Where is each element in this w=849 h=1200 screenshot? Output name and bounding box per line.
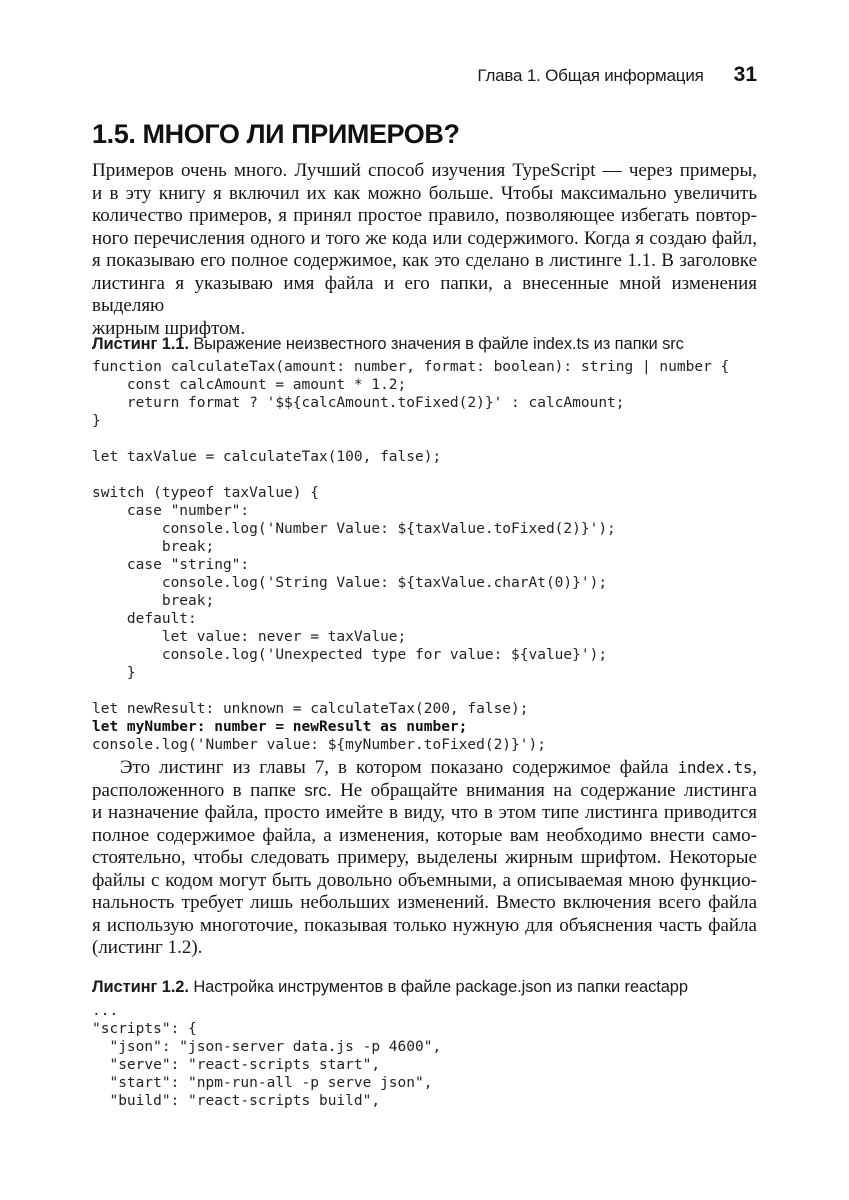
code-line: "serve": "react-scripts start", — [92, 1057, 381, 1073]
text-line — [92, 915, 757, 938]
text-line — [92, 250, 757, 273]
listing-1-2-caption-text: Настройка инструментов в файле package.json из папки reactapp — [188, 978, 688, 996]
text-segment: расположенного в папке — [92, 779, 305, 801]
code-line: switch (typeof taxValue) { — [92, 485, 319, 501]
listing-1-1-caption-text: Выражение неизвестного значения в файле index.ts из папки src — [188, 335, 684, 353]
code-listing-1-1 — [92, 358, 792, 754]
text-segment: стоятельно, чтобы следовать примеру, выделены жирным шрифтом. Некоторые — [92, 847, 757, 868]
code-line: } — [92, 413, 101, 429]
code-line: "json": "json-server data.js -p 4600", — [92, 1039, 442, 1055]
text-line — [92, 205, 757, 228]
text-segment: Это листинг из главы 7, в котором показано содержимое файла — [120, 757, 678, 778]
code-line — [92, 682, 792, 700]
text-segment: количество примеров, я принял простое правило, позволяющее избегать повтор- — [92, 205, 757, 226]
text-segment: полное содержимое файла, а изменения, которые вам необходимо внести само- — [92, 824, 757, 846]
code-line: case "number": — [92, 503, 250, 519]
text-line — [92, 757, 757, 780]
code-line: console.log('Number value: ${myNumber.toFixed(2)}'); — [92, 737, 546, 753]
listing-1-2-caption — [92, 977, 757, 997]
code-line: console.log('String Value: ${taxValue.charAt(0)}'); — [92, 575, 608, 591]
code-line: let myNumber: number = newResult as number; — [92, 719, 468, 735]
code-line: let taxValue = calculateTax(100, false); — [92, 449, 442, 465]
text-line — [92, 847, 757, 870]
text-segment: Примеров очень много. Лучший способ изучения TypeScript — через примеры, — [92, 160, 757, 181]
text-line — [92, 228, 757, 251]
code-line: "scripts": { — [92, 1021, 197, 1037]
listing-1-2-label: Листинг 1.2. — [92, 978, 189, 996]
text-line — [92, 183, 757, 206]
code-line: console.log('Unexpected type for value: ${value}'); — [92, 647, 608, 663]
code-line: let newResult: unknown = calculateTax(200, false); — [92, 701, 529, 717]
text-segment: , — [752, 757, 757, 778]
text-segment: (листинг 1.2). — [92, 937, 203, 958]
code-line: break; — [92, 593, 215, 609]
code-line: const calcAmount = amount * 1.2; — [92, 377, 407, 393]
text-line — [92, 273, 757, 318]
text-line — [92, 892, 757, 915]
code-listing-1-2 — [92, 1002, 792, 1110]
text-segment: и в эту книгу я включил их как можно больше. Чтобы максимально увеличить — [92, 182, 757, 204]
code-line: "start": "npm-run-all -p serve json", — [92, 1075, 433, 1091]
code-line — [92, 430, 792, 448]
listing-1-1-caption — [92, 334, 757, 354]
code-line: let value: never = taxValue; — [92, 629, 407, 645]
code-line: console.log('Number Value: ${taxValue.toFixed(2)}'); — [92, 521, 616, 537]
paragraph-explanation — [92, 757, 757, 960]
text-segment: нальность требует лишь небольших изменений. Вместо включения всего файла — [92, 892, 757, 913]
text-line — [92, 160, 757, 183]
text-line — [92, 780, 757, 803]
code-line: } — [92, 665, 136, 681]
text-segment: файлы с кодом могут быть довольно объемными, а описываемая мною функцио- — [92, 869, 757, 891]
paragraph-intro — [92, 160, 757, 340]
text-line — [92, 870, 757, 893]
code-line: "build": "react-scripts build", — [92, 1093, 381, 1109]
text-segment: жирным шрифтом. — [92, 317, 246, 339]
section-title: 1.5. МНОГО ЛИ ПРИМЕРОВ? — [92, 119, 460, 149]
text-segment: ного перечисления одного и того же кода или содержимого. Когда я создаю файл, — [92, 227, 757, 249]
listing-1-1-label: Листинг 1.1. — [92, 335, 189, 353]
page-header — [92, 63, 757, 87]
code-line — [92, 466, 792, 484]
text-line — [92, 802, 757, 825]
text-segment: я показываю его полное содержимое, как это сделано в листинге 1.1. В заголовке — [92, 250, 757, 271]
text-segment: . Не обращайте внимания на содержание листинга — [326, 779, 757, 801]
text-segment: листинга я указываю имя файла и его папки, а внесенные мной изменения выделяю — [92, 272, 757, 316]
text-line — [92, 937, 757, 960]
text-line — [92, 825, 757, 848]
code-line: break; — [92, 539, 215, 555]
code-line: ... — [92, 1003, 119, 1019]
code-line: default: — [92, 611, 197, 627]
inline-code: index.ts — [677, 758, 753, 777]
page-number: 31 — [733, 63, 757, 86]
code-line: return format ? '$${calcAmount.toFixed(2)}' : calcAmount; — [92, 395, 625, 411]
inline-folder-name: src — [304, 780, 327, 800]
text-segment: и назначение файла, просто имейте в виду, что в этом типе листинга приводится — [92, 802, 757, 823]
code-line: function calculateTax(amount: number, format: boolean): string | number { — [92, 359, 730, 375]
code-line: case "string": — [92, 557, 250, 573]
text-segment: я использую многоточие, показывая только нужную для объяснения часть файла — [92, 914, 757, 936]
running-head-chapter-title: Глава 1. Общая информация — [477, 66, 704, 85]
